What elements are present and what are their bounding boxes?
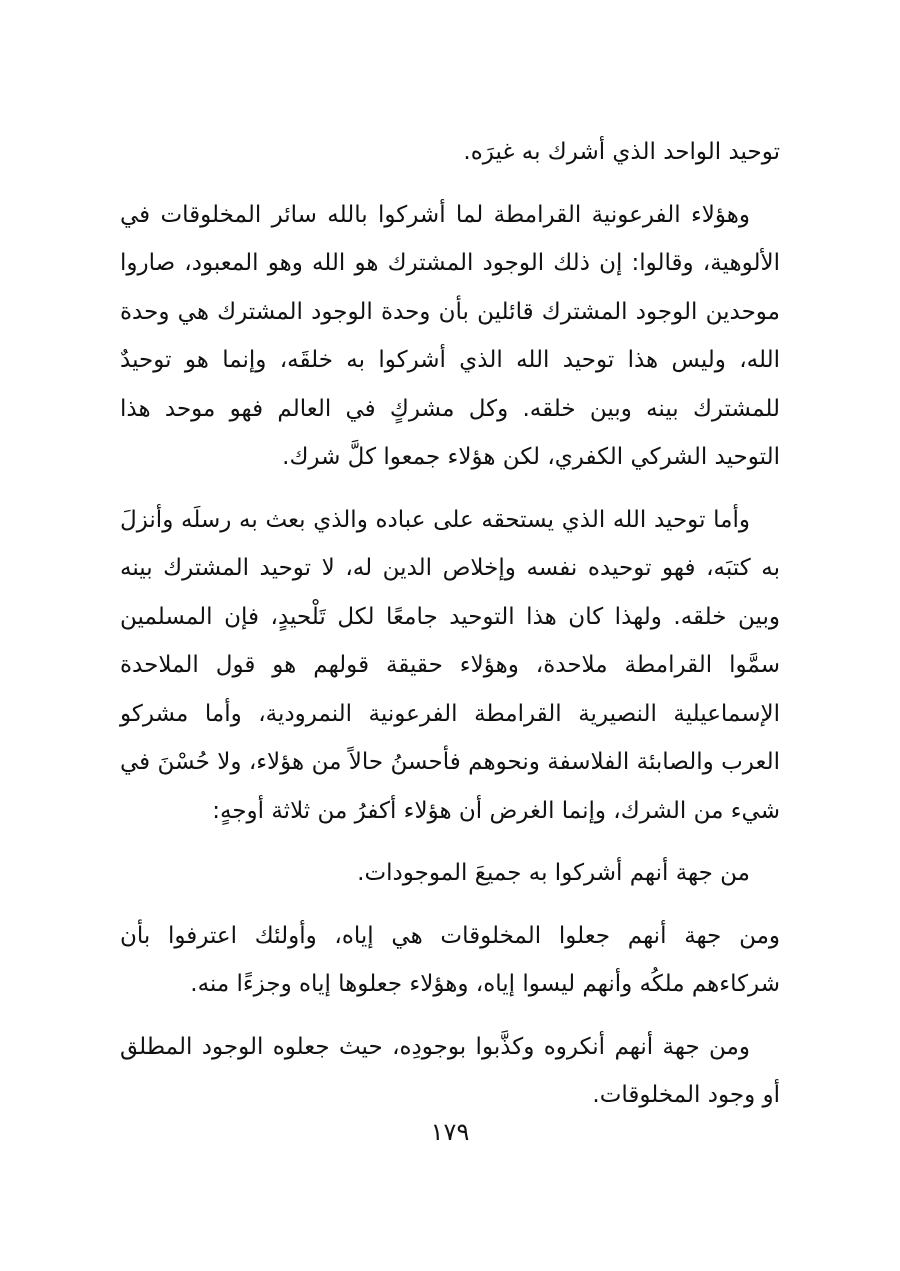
paragraph-5: ومن جهة أنهم جعلوا المخلوقات هي إياه، وأولئك اعترفوا بأن شركاءهم ملكُه وأنهم ليسوا إياه، وهؤلاء جعلوها إياه وجزءًا منه. [120, 922, 780, 997]
paragraph-4: من جهة أنهم أشركوا به جميعَ الموجودات. [357, 860, 750, 886]
page-body [120, 128, 780, 1134]
paragraph-2: وهؤلاء الفرعونية القرامطة لما أشركوا بالله سائر المخلوقات في الألوهية، وقالوا: إن ذلك الوجود المشترك هو الله وهو المعبود، صاروا موحدين الوجود المشترك قائلين بأن وحدة الوجود المشترك هي وحدة الله، وليس هذا توحيد الله الذي أشركوا به خلقَه، وإنما هو توحيدٌ للمشترك بينه وبين خلقه. وكل مشركٍ في العالم فهو موحد هذا التوحيد الشركي الكفري، لكن هؤلاء جمعوا كلَّ شرك. [120, 201, 780, 470]
page-number: ١٧٩ [430, 1118, 470, 1146]
paragraph-6: ومن جهة أنهم أنكروه وكذَّبوا بوجودِه، حيث جعلوه الوجود المطلق أو وجود المخلوقات. [120, 1033, 780, 1108]
paragraph-3: وأما توحيد الله الذي يستحقه على عباده والذي بعث به رسلَه وأنزلَ به كتبَه، فهو توحيده نفسه وإخلاص الدين له، لا توحيد المشترك بينه وبين خلقه. ولهذا كان هذا التوحيد جامعًا لكل تَلْحيدٍ، فإن المسلمين سمَّوا القرامطة ملاحدة، وهؤلاء حقيقة قولهم هو قول الملاحدة الإسماعيلية النصيرية القرامطة الفرعونية النمرودية، وأما مشركو العرب والصابئة الفلاسفة ونحوهم فأحسنُ حالاً من هؤلاء، ولا حُسْنَ في شيء من الشرك، وإنما الغرض أن هؤلاء أكفرُ من ثلاثة أوجهٍ: [120, 506, 780, 824]
paragraph-1: توحيد الواحد الذي أشرك به غيرَه. [463, 139, 780, 165]
